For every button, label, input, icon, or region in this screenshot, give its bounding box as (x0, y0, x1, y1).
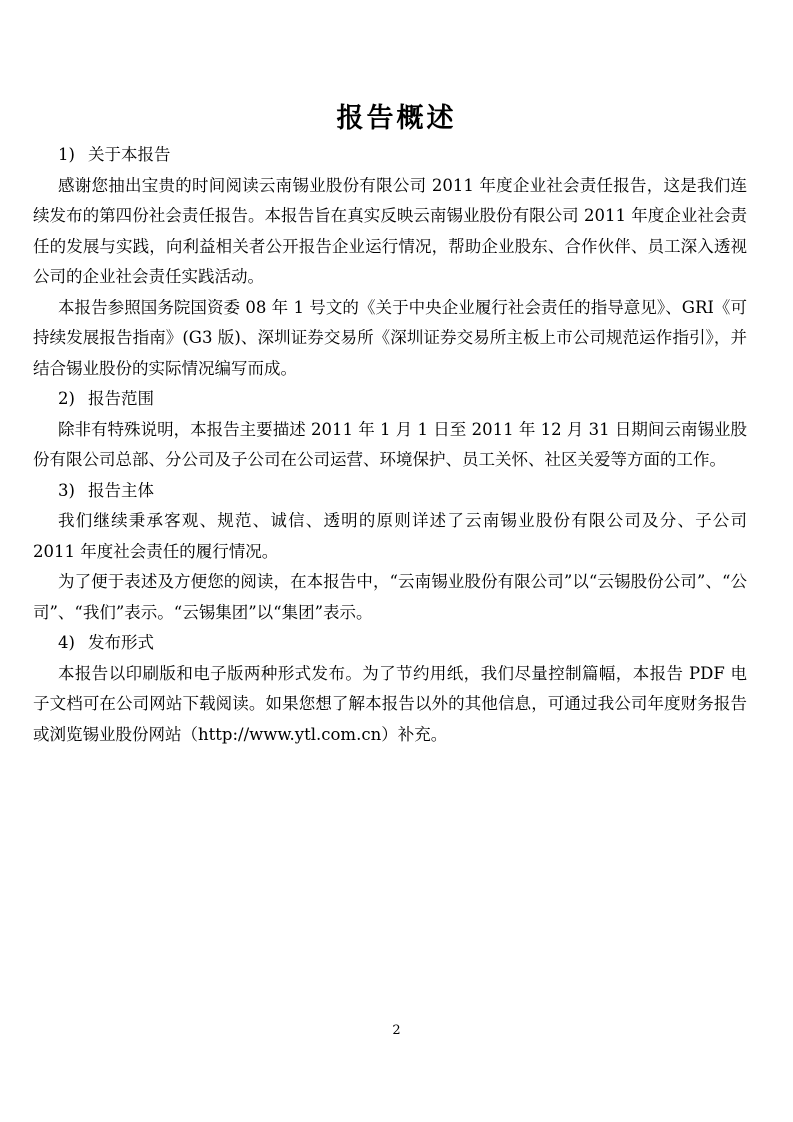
paragraph: 我们继续秉承客观、规范、诚信、透明的原则详述了云南锡业股份有限公司及分、子公司 2011 年度社会责任的履行情况。 (33, 511, 747, 561)
section-heading-label: 关于本报告 (87, 145, 171, 164)
paragraph: 本报告以印刷版和电子版两种形式发布。为了节约用纸，我们尽量控制篇幅，本报告 PDF 电子文档可在公司网站下载阅读。如果您想了解本报告以外的其他信息，可通过我公司年度财务报告或浏览锡业股份网站（http://www.ytl.com.cn）补充。 (33, 663, 747, 744)
paragraph: 本报告参照国务院国资委 08 年 1 号文的《关于中央企业履行社会责任的指导意见》、GRI《可持续发展报告指南》(G3 版)、深圳证券交易所《深圳证券交易所主板上市公司规范运作指引》，并结合锡业股份的实际情况编写而成。 (33, 297, 747, 378)
section-heading-1 (33, 140, 747, 171)
paragraph: 除非有特殊说明，本报告主要描述 2011 年 1 月 1 日至 2011 年 12 月 31 日期间云南锡业股份有限公司总部、分公司及子公司在公司运营、环境保护、员工关怀、社区关爱等方面的工作。 (33, 419, 747, 469)
document-body (33, 140, 747, 750)
section-heading-label: 发布形式 (87, 633, 154, 652)
section-heading-4 (33, 628, 747, 659)
paragraph: 感谢您抽出宝贵的时间阅读云南锡业股份有限公司 2011 年度企业社会责任报告，这是我们连续发布的第四份社会责任报告。本报告旨在真实反映云南锡业股份有限公司 2011 年度企业社会责任的发展与实践，向利益相关者公开报告企业运行情况，帮助企业股东、合作伙伴、员工深入透视公司的企业社会责任实践活动。 (33, 175, 747, 286)
section-heading-2 (33, 384, 747, 415)
section-heading-label: 报告范围 (87, 389, 154, 408)
section-number: 2) (58, 389, 75, 408)
section-heading-label: 报告主体 (87, 480, 154, 500)
page-number: 2 (392, 1023, 401, 1038)
section-number: 1) (58, 145, 75, 164)
paragraph: 为了便于表述及方便您的阅读，在本报告中，“云南锡业股份有限公司”以“云锡股份公司”、“公司”、“我们”表示。“云锡集团”以“集团”表示。 (33, 572, 747, 622)
section-number: 4) (58, 633, 75, 652)
section-heading-3 (33, 476, 747, 507)
section-number: 3) (58, 480, 75, 500)
page-title: 报告概述 (336, 103, 457, 134)
